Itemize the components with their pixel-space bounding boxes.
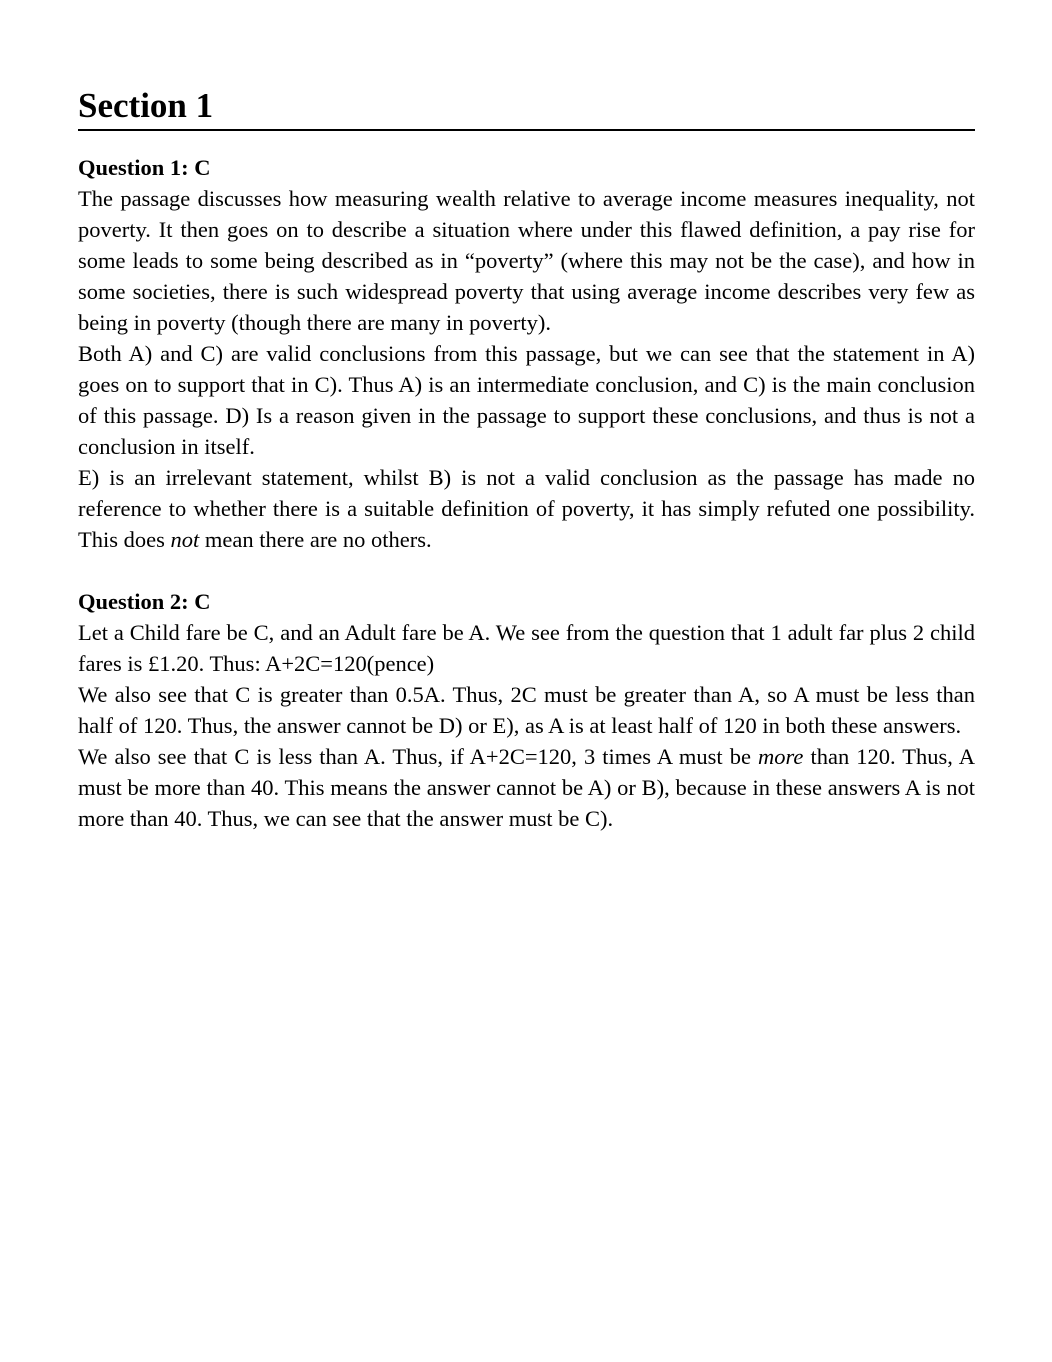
question-2-paragraph-1: Let a Child fare be C, and an Adult fare be A. We see from the question that 1 adult far plus 2 child fares is £1.20. Thus: A+2C=120(pence) (78, 620, 975, 676)
question-2-paragraph-3-text-after: than 120. Thus, A must be more than 40. This means the answer cannot be A) or B), because in these answers A is not more than 40. Thus, we can see that the answer must be C). (78, 744, 975, 831)
question-1-paragraph-3-text-after: mean there are no others. (199, 527, 432, 552)
question-2-paragraph-2: We also see that C is greater than 0.5A. Thus, 2C must be greater than A, so A must be less than half of 120. Thus, the answer cannot be D) or E), as A is at least half of 120 in both these answers. (78, 682, 975, 738)
question-1-paragraph-1: The passage discusses how measuring wealth relative to average income measures inequality, not poverty. It then goes on to describe a situation where under this flawed definition, a pay rise for some leads to some being described as in “poverty” (where this may not be the case), and how in some societies, there is such widespread poverty that using average income describes very few as being in poverty (though there are many in poverty). (78, 186, 975, 335)
question-2-paragraph-3-text-before: We also see that C is less than A. Thus, if A+2C=120, 3 times A must be (78, 744, 758, 769)
question-2-heading: Question 2: C (78, 589, 211, 614)
question-1-paragraph-3-emphasis: not (170, 527, 200, 552)
section-title: Section 1 (78, 84, 975, 131)
question-1-heading: Question 1: C (78, 155, 211, 180)
question-2-paragraph-3 (78, 741, 975, 834)
question-2 (78, 586, 975, 834)
question-1 (78, 152, 975, 555)
document-page (78, 84, 975, 834)
question-1-paragraph-2: Both A) and C) are valid conclusions from this passage, but we can see that the statement in A) goes on to support that in C). Thus A) is an intermediate conclusion, and C) is the main conclusion of this passage. D) Is a reason given in the passage to support these conclusions, and thus is not a conclusion in itself. (78, 341, 975, 459)
question-1-paragraph-3-text-before: E) is an irrelevant statement, whilst B) is not a valid conclusion as the passage has made no reference to whether there is a suitable definition of poverty, it has simply refuted one possibility. This does (78, 465, 975, 552)
question-2-paragraph-3-emphasis: more (758, 744, 804, 769)
question-1-paragraph-3 (78, 462, 975, 555)
